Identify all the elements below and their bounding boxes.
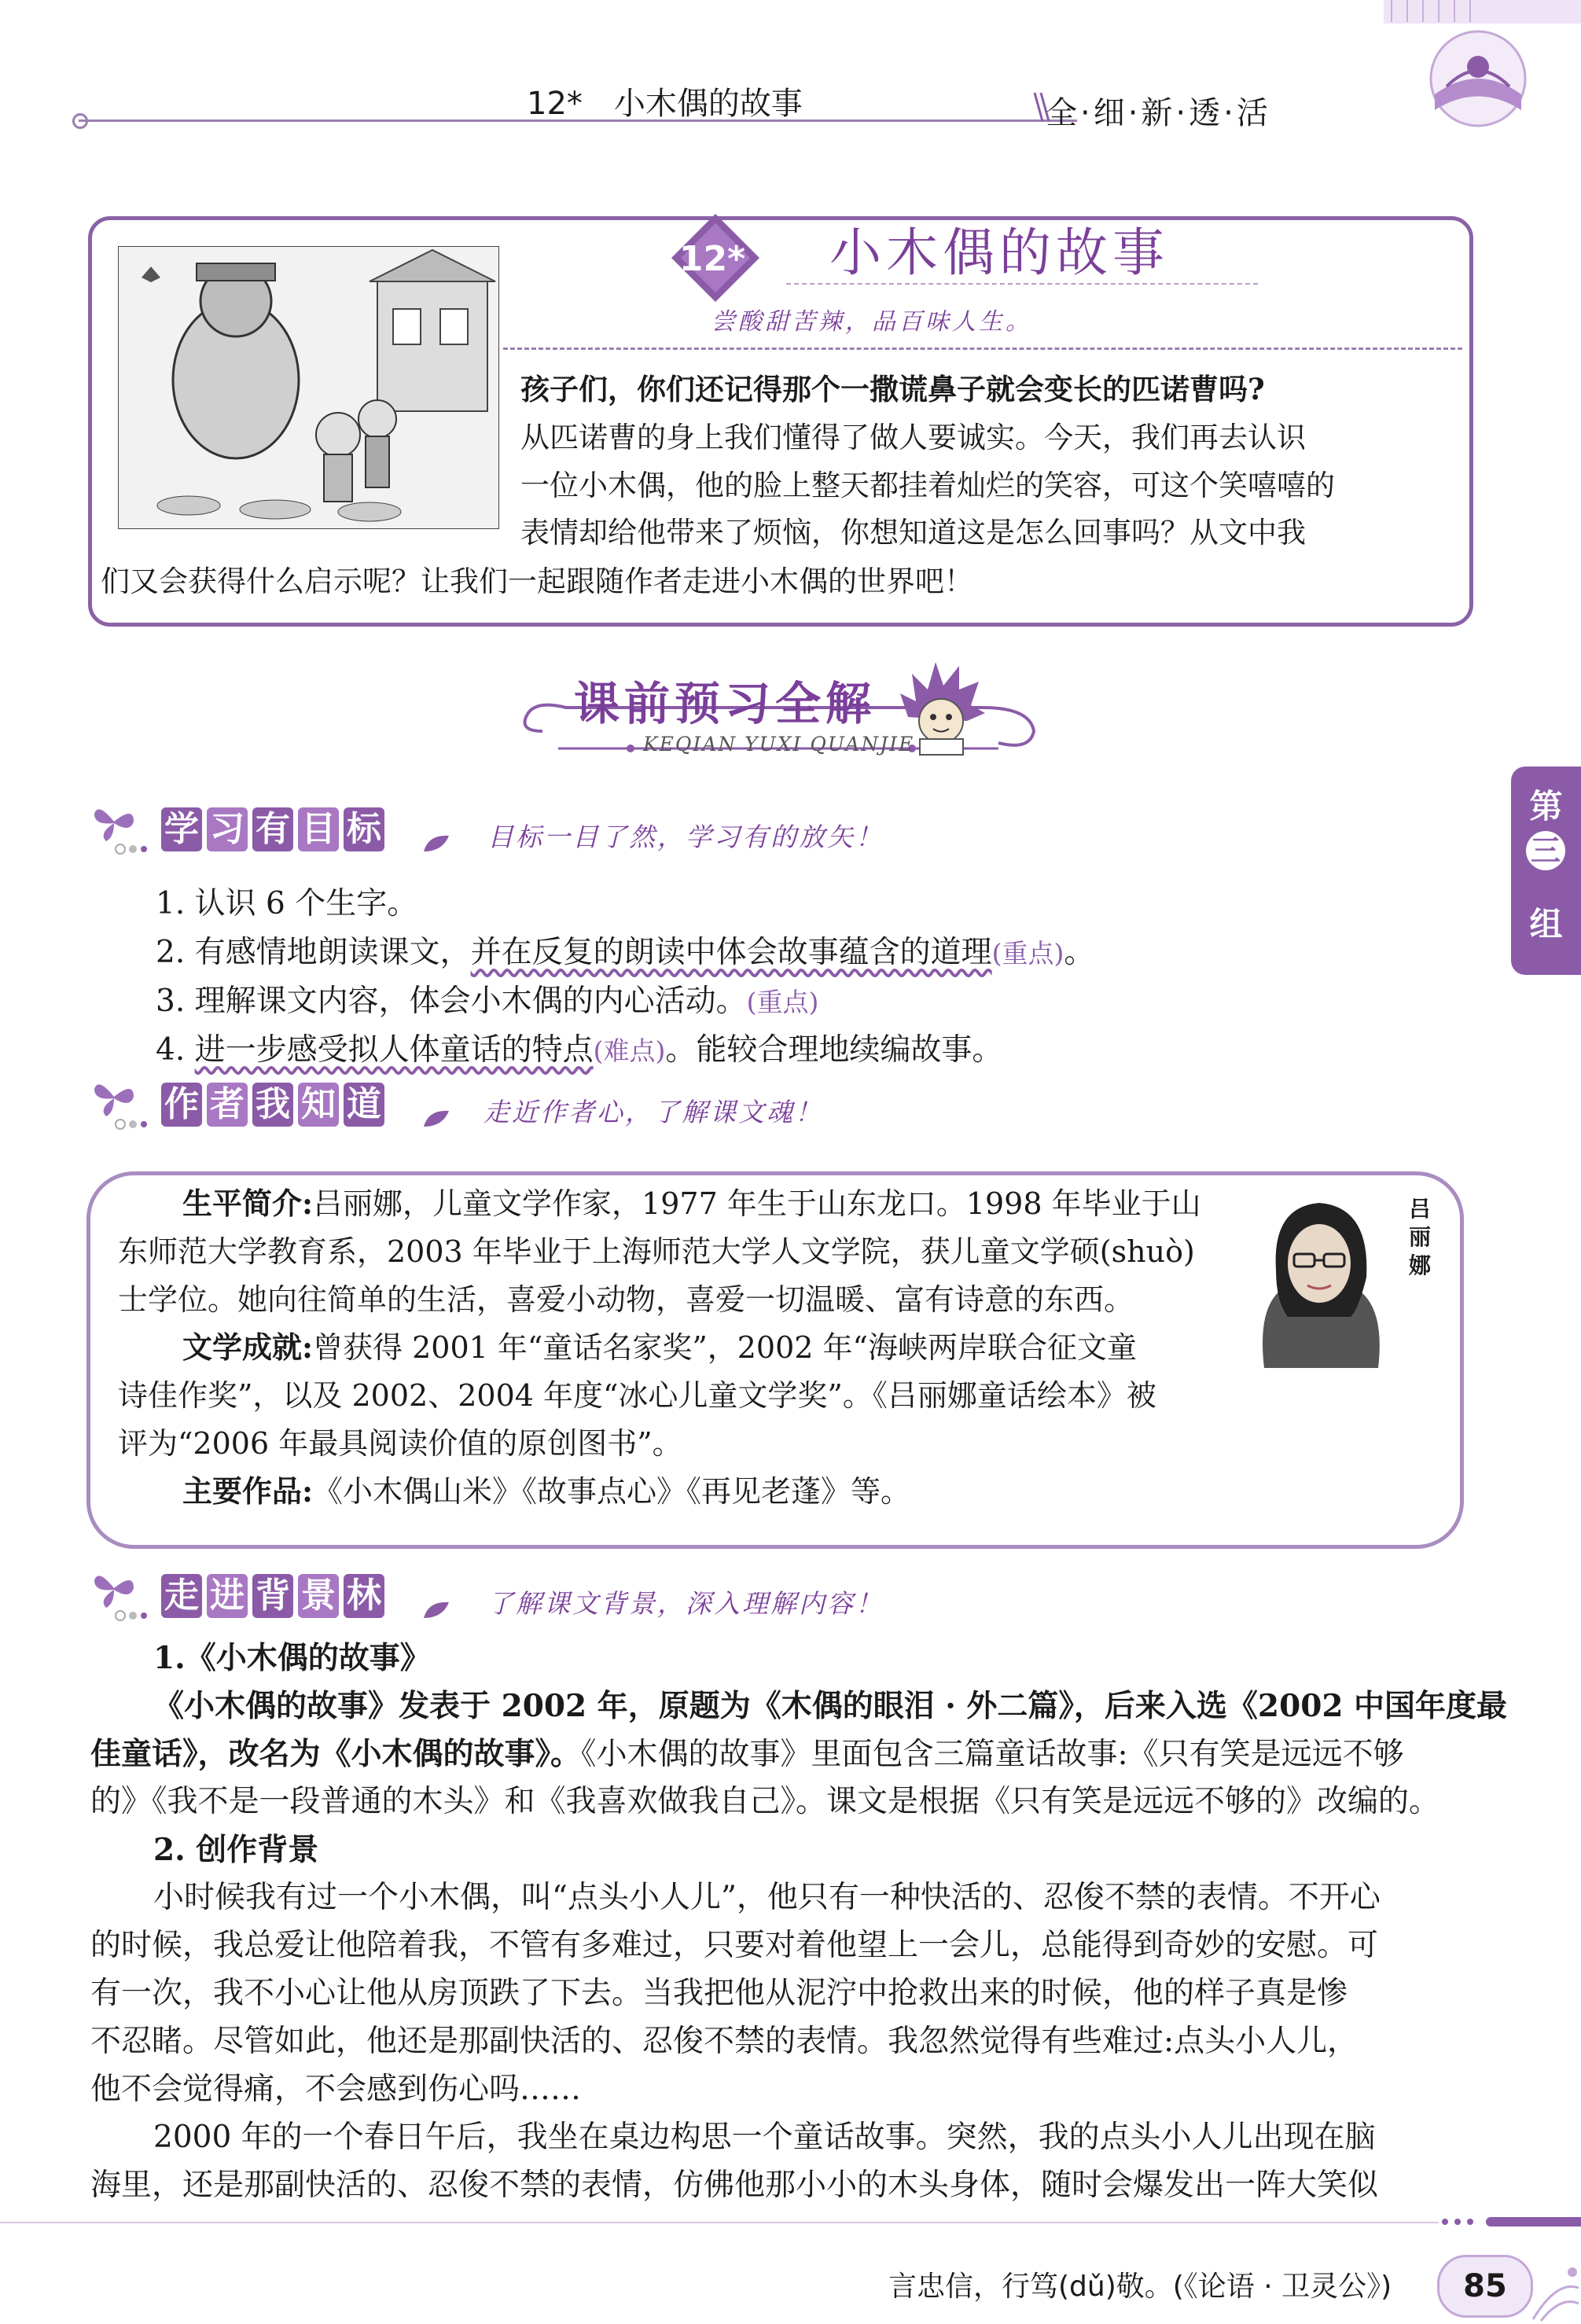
author-heading-chars	[161, 1083, 384, 1133]
heading-char: 作	[161, 1083, 202, 1127]
goal-note: (重点)	[746, 987, 819, 1017]
goal-note: (难点)	[593, 1035, 666, 1066]
goal-text: 。能较合理地续编故事。	[665, 1032, 1003, 1068]
intro-line: 表情却给他带来了烦恼，你想知道这是怎么回事吗？从文中我	[520, 516, 1306, 550]
heading-char: 景	[298, 1574, 339, 1618]
author-bio-line: 东师范大学教育系，2003 年毕业于上海师范大学人文学院，获儿童文学硕(shuò)	[118, 1234, 1195, 1269]
goal-item-3	[156, 976, 818, 1020]
lesson-number-badge	[668, 211, 763, 305]
goal-text: 4.	[156, 1032, 195, 1068]
lesson-motto: 尝酸甜苦辣，品百味人生。	[711, 308, 1032, 336]
author-name-vertical: 吕丽娜	[1408, 1196, 1431, 1278]
background-paragraph-line: 有一次，我不小心让他从房顶跌了下去。当我把他从泥泞中抢救出来的时候，他的样子真是惨	[90, 1976, 1348, 2011]
puppet-illustration	[118, 246, 499, 529]
unit-side-tab[interactable]	[1511, 767, 1581, 975]
goal-note: (重点)	[991, 938, 1064, 969]
author-tagline: 走近作者心，了解课文魂！	[483, 1097, 823, 1127]
heading-char: 目	[298, 807, 339, 851]
goal-item-2	[156, 928, 1094, 972]
background-subheading-1: 1.《小木偶的故事》	[153, 1640, 431, 1676]
header-slogan: 全·细·新·透·活	[1046, 95, 1271, 131]
intro-line: 从匹诺曹的身上我们懂得了做人要诚实。今天，我们再去认识	[520, 421, 1306, 454]
section-banner-pinyin: KEQIAN YUXI QUANJIE	[643, 733, 915, 756]
intro-line: 一位小木偶，他的脸上整天都挂着灿烂的笑容，可这个笑嘻嘻的	[520, 469, 1335, 502]
intro-divider	[503, 347, 1462, 350]
heading-char: 背	[252, 1574, 293, 1618]
goal-text: 2. 有感情地朗读课文，	[156, 935, 471, 970]
bio-label: 生平简介:	[182, 1186, 314, 1221]
plain-text: 《小木偶的故事》里面包含三篇童话故事:《只有笑是远远不够	[581, 1737, 1404, 1772]
achievement-text: 曾获得 2001 年“童话名家奖”，2002 年“海峡两岸联合征文童	[313, 1330, 1137, 1365]
intro-line: 们又会获得什么启示呢？让我们一起跟随作者走进小木偶的世界吧！	[101, 564, 973, 598]
background-paragraph-line	[90, 1737, 1404, 1772]
goals-heading-chars	[161, 807, 384, 858]
footer-dots	[1439, 2217, 1486, 2227]
footer-rule	[0, 2222, 1439, 2223]
footer-bar	[1486, 2217, 1581, 2227]
heading-char: 道	[344, 1083, 384, 1127]
heading-char: 知	[298, 1083, 339, 1127]
heading-char: 走	[161, 1574, 202, 1618]
background-paragraph-line: 他不会觉得痛，不会感到伤心吗……	[90, 2072, 582, 2107]
footer-quote: 言忠信，行笃(dǔ)敬。(《论语 · 卫灵公》)	[888, 2271, 1392, 2303]
goal-item-1: 1. 认识 6 个生字。	[156, 886, 418, 921]
works-text: 《小木偶山米》《故事点心》《再见老蓬》等。	[313, 1474, 911, 1509]
leaf-icon	[421, 831, 452, 855]
background-heading-chars	[161, 1574, 384, 1624]
author-bio-line: 士学位。她向往简单的生活，喜爱小动物，喜爱一切温暖、富有诗意的东西。	[118, 1282, 1134, 1317]
author-achievement-line: 评为“2006 年最具阅读价值的原创图书”。	[118, 1426, 682, 1461]
background-paragraph-line: 2000 年的一个春日午后，我坐在桌边构思一个童话故事。突然，我的点头小人儿出现在脑	[153, 2120, 1376, 2155]
author-photo	[1241, 1191, 1398, 1368]
goal-text: 。	[1064, 935, 1095, 970]
goal-item-4	[156, 1025, 1002, 1069]
side-tab-bottom: 组	[1529, 905, 1563, 943]
goals-tagline: 目标一目了然，学习有的放矢！	[487, 822, 884, 852]
page-number: 85	[1437, 2255, 1533, 2318]
section-banner-title: 课前预习全解	[574, 677, 877, 730]
title-underline	[786, 283, 1258, 285]
lesson-badge-number: 12*	[678, 239, 746, 279]
leaf-icon	[421, 1598, 452, 1621]
bio-text: 吕丽娜，儿童文学作家，1977 年生于山东龙口。1998 年毕业于山	[313, 1186, 1201, 1221]
background-tagline: 了解课文背景，深入理解内容！	[487, 1588, 884, 1619]
author-achievement-line: 诗佳作奖”，以及 2002、2004 年度“冰心儿童文学奖”。《吕丽娜童话绘本》被	[118, 1378, 1156, 1413]
heading-char: 林	[344, 1574, 384, 1618]
author-bio-line	[182, 1187, 1201, 1220]
leaf-icon	[421, 1106, 452, 1130]
heading-char: 学	[161, 807, 202, 851]
heading-char: 标	[344, 807, 384, 851]
background-paragraph-line: 的时候，我总爱让他陪着我，不管有多难过，只要对着他望上一会儿，总能得到奇妙的安慰。可	[90, 1928, 1379, 1963]
background-heading	[90, 1565, 955, 1627]
hedgehog-icon	[892, 654, 991, 760]
book-logo-icon	[1384, 0, 1581, 142]
heading-char: 者	[207, 1083, 248, 1127]
intro-line: 孩子们，你们还记得那个一撒谎鼻子就会变长的匹诺曹吗?	[520, 372, 1265, 406]
heading-char: 有	[252, 807, 293, 851]
heading-char: 我	[252, 1083, 293, 1127]
background-subheading-2: 2. 创作背景	[153, 1832, 319, 1868]
background-paragraph-line: 不忍睹。尽管如此，他还是那副快活的、忍俊不禁的表情。我忽然觉得有些难过:点头小人儿，	[90, 2024, 1359, 2059]
side-tab-number: 三	[1526, 831, 1565, 870]
side-tab-top: 第	[1529, 787, 1563, 826]
header-lesson-ref: 12* 小木偶的故事	[527, 86, 803, 122]
author-works-line	[182, 1475, 910, 1508]
author-heading	[90, 1073, 955, 1136]
goal-text: 3. 理解课文内容，体会小木偶的内心活动。	[156, 984, 747, 1019]
author-achievement-line	[182, 1331, 1137, 1364]
background-paragraph-line: 《小木偶的故事》发表于 2002 年，原题为《木偶的眼泪 · 外二篇》，后来入选《2002 中国年度最	[153, 1688, 1508, 1724]
heading-char: 进	[207, 1574, 248, 1618]
footer-flourish-icon	[1525, 2233, 1581, 2324]
achievement-label: 文学成就:	[182, 1329, 314, 1365]
background-paragraph-line: 海里，还是那副快活的、忍俊不禁的表情，仿佛他那小小的木头身体，随时会爆发出一阵大笑似	[90, 2168, 1379, 2203]
goals-heading	[90, 798, 955, 861]
background-paragraph-line: 的》《我不是一段普通的木头》和《我喜欢做我自己》。课文是根据《只有笑是远远不够的》改编的。	[90, 1784, 1440, 1819]
bold-text: 佳童话》，改名为《小木偶的故事》。	[90, 1736, 582, 1772]
lesson-title: 小木偶的故事	[829, 222, 1169, 283]
goal-key-text: 并在反复的朗读中体会故事蕴含的道理	[470, 935, 992, 970]
goal-key-text: 进一步感受拟人体童话的特点	[194, 1032, 594, 1068]
background-paragraph-line: 小时候我有过一个小木偶，叫“点头小人儿”，他只有一种快活的、忍俊不禁的表情。不开心	[153, 1880, 1381, 1915]
works-label: 主要作品:	[182, 1473, 314, 1509]
heading-char: 习	[207, 807, 248, 851]
